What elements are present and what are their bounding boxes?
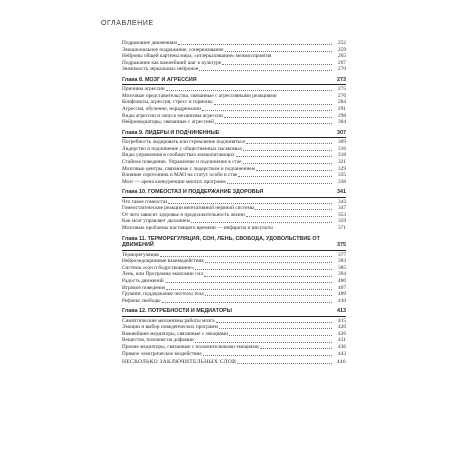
chapter-title: Глава 11. ТЕРМОРЕГУЛЯЦИЯ, СОН, ЛЕНЬ, СВОБОДА, УДОВОЛЬСТВИЕ ОТ ДВИЖЕНИЙ	[122, 235, 320, 249]
entry-page: 436	[338, 344, 346, 351]
final-page: 446	[336, 359, 346, 366]
leader-dots	[202, 110, 332, 111]
chapter-title: Глава 12. ПОТРЕБНОСТИ И МЕДИАТОРЫ	[122, 308, 232, 315]
toc-entry	[122, 66, 346, 73]
chapter-block	[122, 308, 346, 357]
entry-page: 276	[338, 92, 346, 99]
toc-entry	[122, 146, 346, 153]
entry-title: Стайное поведение. Управление и подчинение в стае	[122, 158, 242, 165]
toc-entry	[122, 179, 346, 186]
entry-page: 347	[338, 205, 346, 212]
toc-entry	[122, 166, 346, 173]
toc-entry	[122, 86, 346, 93]
toc-entry	[122, 93, 346, 100]
entry-page: 267	[338, 59, 346, 66]
leader-dots	[160, 256, 332, 257]
chapter-page: 341	[337, 189, 346, 196]
leader-dots	[237, 363, 332, 364]
toc-entry	[122, 139, 346, 146]
toc-entry	[122, 318, 346, 325]
entry-page: 335	[338, 172, 346, 179]
toc-entry	[122, 337, 346, 344]
leader-dots	[195, 269, 332, 270]
entry-page: 353	[338, 211, 346, 218]
chapter-page: 307	[337, 129, 346, 136]
toc-entry	[122, 278, 346, 285]
entry-page: 377	[338, 251, 346, 258]
toc-entry	[122, 344, 346, 351]
entry-title: Груминг, поддержание чистоты тела	[122, 291, 204, 298]
toc-entry	[122, 106, 346, 113]
leader-dots	[204, 276, 332, 277]
toc-entry	[122, 285, 346, 292]
chapter-block	[122, 77, 346, 126]
chapter-page: 413	[337, 308, 346, 315]
entry-title: Мозговые центры, связанные с лидерством и подчинением	[122, 165, 256, 172]
toc-entry	[122, 218, 346, 225]
chapter-heading	[122, 189, 346, 197]
entry-title: Рефлекс свободы	[122, 297, 161, 304]
final-entry	[122, 359, 346, 366]
toc-entry	[122, 351, 346, 358]
toc-entry	[122, 53, 346, 60]
entry-page: 316	[338, 145, 346, 152]
toc-entry	[122, 265, 346, 272]
entry-title: Прочие медиаторы, связанные с положительными эмоциями	[122, 344, 259, 351]
entry-page: 321	[338, 158, 346, 165]
entry-page: 359	[338, 218, 346, 225]
entry-title: Мозговые проблемы настоящего времени — инфаркты и инсульты	[122, 224, 273, 231]
entry-page: 298	[338, 112, 346, 119]
entry-page: 329	[338, 165, 346, 172]
toc-entry	[122, 99, 346, 106]
toc-entry	[122, 271, 346, 278]
leader-dots	[162, 302, 332, 303]
entry-title: Как мозг управляет дыханием	[122, 218, 190, 225]
entry-page: 383	[338, 258, 346, 265]
leader-dots	[166, 289, 332, 290]
entry-page: 371	[338, 224, 346, 231]
leader-dots	[165, 282, 332, 283]
leader-dots	[214, 104, 332, 105]
entry-title: Что такое гомеостаз	[122, 198, 168, 205]
entry-page: 284	[338, 99, 346, 106]
entry-title: Терморегуляция	[122, 251, 159, 258]
entry-page: 252	[338, 40, 346, 46]
entry-title: Нейромедиаторы, связанные с агрессией	[122, 119, 214, 126]
toc-entry	[122, 291, 346, 298]
entry-title: Причины агрессии	[122, 86, 165, 93]
entry-title: От чего зависит здоровье и продолжительность жизни	[122, 211, 245, 218]
chapter-block	[122, 236, 346, 305]
leader-dots	[219, 328, 332, 329]
entry-title: Подражание движениям	[122, 40, 177, 46]
leader-dots	[216, 322, 332, 323]
chapter-block	[122, 130, 346, 185]
entry-page: 420	[338, 324, 346, 331]
entry-page: 338	[338, 178, 346, 185]
entry-title: Агрессия, обучение, норадреналин	[122, 106, 201, 113]
toc-entry	[122, 252, 346, 259]
toc-entry	[122, 212, 346, 219]
leader-dots	[222, 64, 332, 65]
entry-title: Мозг — арена конкуренции многих программ	[122, 178, 226, 185]
toc-entry	[122, 258, 346, 265]
entry-title: Значимость зеркальных нейронов	[122, 66, 199, 73]
leader-dots	[205, 262, 332, 263]
chapter-heading	[122, 308, 346, 316]
leader-dots	[256, 170, 332, 171]
leader-dots	[229, 335, 332, 336]
entry-title: Нейроэндокринные взаимодействия	[122, 258, 204, 265]
entry-page: 270	[338, 66, 346, 73]
leader-dots	[255, 209, 332, 210]
toc-entry	[122, 172, 346, 179]
entry-page: 343	[338, 198, 346, 205]
toc-entry	[122, 60, 346, 67]
entry-title: Влияние серотонина и МАО на статус особи в стае	[122, 172, 238, 179]
chapter-heading	[122, 130, 346, 138]
entry-page: 259	[338, 46, 346, 53]
leader-dots	[195, 342, 332, 343]
entry-page: 409	[338, 291, 346, 298]
toc-entry	[122, 298, 346, 305]
leader-dots	[168, 203, 332, 204]
leader-dots	[260, 348, 332, 349]
toc-entry	[122, 225, 346, 232]
chapter-title: Глава 10. ГОМЕОСТАЗ И ПОДДЕРЖАНИЕ ЗДОРОВЬЯ	[122, 189, 264, 196]
leader-dots	[224, 117, 332, 118]
leader-dots	[191, 222, 332, 223]
entry-title: Нейроны общей картины мира, «отзеркаливание» межвосприятия	[122, 53, 272, 60]
toc-entry	[122, 152, 346, 159]
entry-title: Потребность лидировать или стремление подчиняться	[122, 139, 245, 146]
entry-title: Прямое электрическое воздействие	[122, 350, 202, 357]
entry-page: 291	[338, 106, 346, 113]
entry-page: 426	[338, 330, 346, 337]
toc-entry	[122, 40, 346, 47]
entry-title: Вещества, похожие на дофамин	[122, 337, 194, 344]
chapters-list	[122, 77, 346, 357]
leader-dots	[215, 123, 332, 124]
entry-title: Виды агрессии и запуск механизма агрессии	[122, 112, 223, 119]
chapter-heading	[122, 236, 346, 251]
entry-page: 415	[338, 317, 346, 324]
entry-page: 443	[338, 350, 346, 357]
leader-dots	[199, 70, 332, 71]
table-of-contents	[122, 40, 346, 366]
entry-title: Важнейшие медиаторы, связанные с эмоциями	[122, 330, 229, 337]
leader-dots	[166, 90, 332, 91]
entry-title: Гомеостатические реакции вегетативной нервной системы	[122, 205, 255, 212]
leader-dots	[246, 216, 332, 217]
entry-page: 431	[338, 337, 346, 344]
leader-dots	[225, 51, 332, 52]
entry-page: 394	[338, 271, 346, 278]
chapter-page: 375	[337, 242, 346, 249]
entry-title: Эмоции и выбор поведенческих программ	[122, 324, 218, 331]
leader-dots	[243, 150, 332, 151]
entry-page: 400	[338, 278, 346, 285]
toc-entry	[122, 205, 346, 212]
toc-entry	[122, 199, 346, 206]
leader-dots	[205, 295, 332, 296]
chapter-title: Глава 9. ЛИДЕРЫ И ПОДЧИНЕННЫЕ	[122, 129, 220, 136]
toc-entry	[122, 324, 346, 331]
toc-entry	[122, 159, 346, 166]
leader-dots	[203, 355, 332, 356]
final-title: НЕСКОЛЬКО ЗАКЛЮЧИТЕЛЬНЫХ СЛОВ	[122, 359, 237, 366]
chapter-title: Глава 8. МОЗГ И АГРЕССИЯ	[122, 76, 197, 83]
chapter-heading	[122, 77, 346, 85]
entry-page: 309	[338, 139, 346, 146]
entry-page: 407	[338, 284, 346, 291]
entry-page: 265	[338, 53, 346, 60]
toc-entry	[122, 47, 346, 54]
toc-entry	[122, 331, 346, 338]
entry-title: Лидерство и подчинение у общественных насекомых	[122, 145, 243, 152]
entry-title: Синаптические механизмы работы мозга	[122, 317, 215, 324]
toc-entry	[122, 113, 346, 120]
entry-title: Игровое поведение	[122, 284, 166, 291]
entry-title: Виды управления в сообществах млекопитающих	[122, 152, 235, 159]
entry-title: Система «сон и бодрствование»	[122, 264, 195, 271]
leader-dots	[246, 143, 332, 144]
chapter-page: 273	[337, 76, 346, 83]
entry-title: Радость движений	[122, 278, 164, 285]
intro-section	[122, 40, 346, 73]
entry-page: 318	[338, 152, 346, 159]
leader-dots	[236, 156, 332, 157]
toc-entry	[122, 119, 346, 126]
leader-dots	[243, 163, 332, 164]
leader-dots	[227, 183, 332, 184]
page-header: ОГЛАВЛЕНИЕ	[101, 20, 154, 27]
entry-page: 410	[338, 297, 346, 304]
entry-title: Лень, или Программа экономии сил	[122, 271, 203, 278]
chapter-block	[122, 189, 346, 231]
leader-dots	[238, 176, 332, 177]
entry-title: Конфликты, агрессия, стресс и гормоны	[122, 99, 213, 106]
entry-page: 304	[338, 119, 346, 126]
entry-title: Подражание как важнейший шаг к культуре	[122, 59, 222, 66]
entry-title: Эмоциональное подражание, сопереживание	[122, 46, 224, 53]
leader-dots	[178, 44, 332, 45]
entry-title: Мозговые представительства, связанные с агрессивными реакциями	[122, 92, 277, 99]
entry-page: 385	[338, 264, 346, 271]
entry-page: 275	[338, 86, 346, 93]
